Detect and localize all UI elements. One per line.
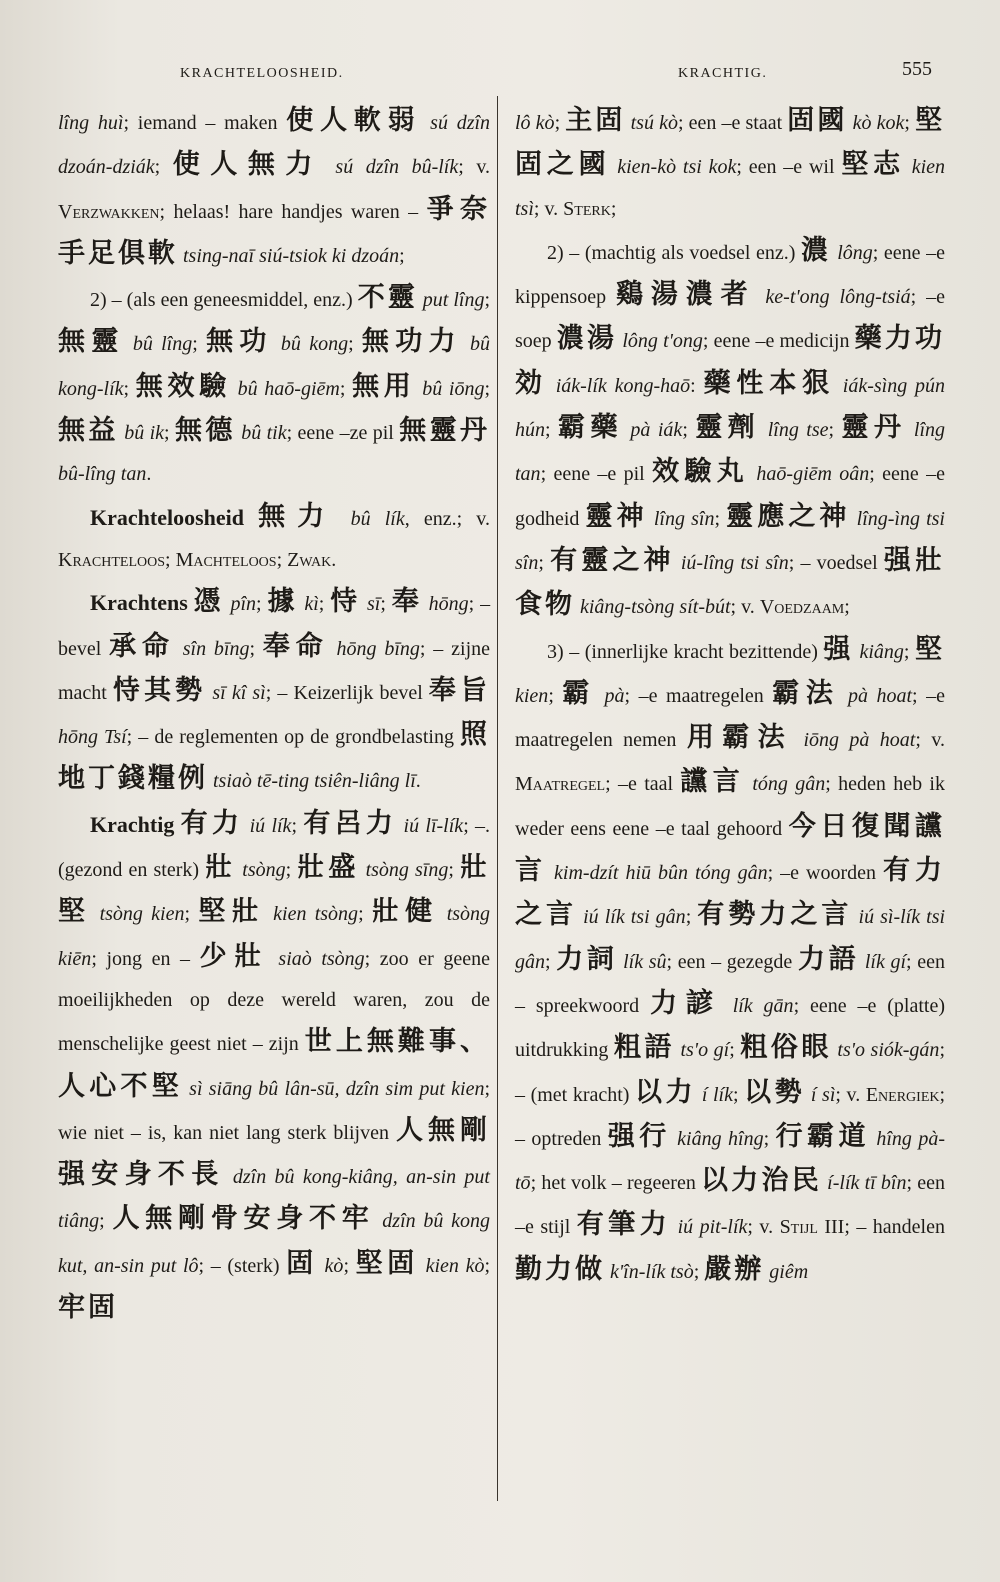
text-run: ; eene –ze pil <box>286 422 400 445</box>
text-run <box>839 685 848 707</box>
text-run <box>91 903 99 925</box>
text-run <box>244 508 258 530</box>
text-run: ; eene –e (platte) uitdrukking <box>515 994 945 1062</box>
romanization: í-lík tī bîn <box>827 1172 907 1195</box>
text-run: ; <box>904 112 916 134</box>
romanization: bû ik <box>124 422 165 445</box>
right-column <box>515 100 945 1293</box>
text-run: ; – zijne macht <box>58 637 491 704</box>
romanization: haō-giēm oân <box>756 463 870 486</box>
chinese-term: 堅固 <box>355 1247 419 1279</box>
romanization: kì <box>304 593 319 616</box>
text-run: ; –e taal <box>605 773 681 796</box>
chinese-term: 照地丁錢糧例 <box>58 719 490 795</box>
chinese-term: 濃湯 <box>556 323 618 355</box>
chinese-term: 力語 <box>797 943 860 975</box>
text-run: ; v. <box>835 1083 866 1106</box>
romanization: iú lík <box>249 814 292 837</box>
text-run <box>318 1255 325 1277</box>
text-run: , enz.; v. <box>404 507 490 530</box>
chinese-term: 嚴辦 <box>704 1253 765 1285</box>
left-column <box>58 100 490 1331</box>
chinese-term: 霸藥 <box>558 412 623 444</box>
text-run: ; <box>484 1254 491 1277</box>
entry-paragraph <box>58 277 490 495</box>
romanization: kien-kò tsi kok <box>617 156 737 179</box>
text-run: ; <box>184 903 199 926</box>
text-run: ; <box>548 684 563 707</box>
chinese-term: 堅壯 <box>198 896 265 928</box>
text-run: ; <box>192 333 207 356</box>
chinese-term: 無靈 <box>58 326 125 358</box>
romanization: tsòng kien <box>99 903 185 926</box>
chinese-term: 有筆力 <box>576 1209 672 1241</box>
text-run <box>421 112 430 134</box>
text-run: ; <box>538 551 551 574</box>
chinese-term: 爭奈手足俱軟 <box>58 193 490 269</box>
text-run <box>547 862 554 884</box>
romanization: lîng sîn <box>653 507 715 530</box>
chinese-term: 讜言 <box>680 766 746 798</box>
chinese-term: 壯堅 <box>58 852 491 928</box>
chinese-term: 力詞 <box>556 943 618 975</box>
text-run: ; <box>380 593 392 616</box>
romanization: ts'o gí <box>680 1039 730 1062</box>
text-run: ; <box>763 1127 776 1150</box>
chinese-term: 力諺 <box>650 987 722 1019</box>
chinese-term: 奉旨 <box>428 674 491 706</box>
romanization: iú lī-lík <box>403 814 464 837</box>
chinese-term: 無德 <box>175 415 236 447</box>
romanization: tsú kò <box>630 112 678 134</box>
text-run <box>756 286 766 308</box>
chinese-term: 强 <box>823 633 854 665</box>
romanization: bû kong <box>280 333 349 356</box>
headword: Krachteloosheid <box>90 504 244 530</box>
chinese-term: 人無剛骨安身不牢 <box>112 1203 375 1235</box>
text-run: ; een –e staat <box>677 112 788 134</box>
text-run <box>462 333 470 355</box>
romanization: bû haō-giēm <box>237 377 340 400</box>
romanization: tsòng sīng <box>365 859 449 882</box>
cross-reference: Maatregel <box>515 773 606 796</box>
romanization: kien kò <box>425 1254 485 1277</box>
romanization: giêm <box>769 1260 809 1283</box>
text-run: ; v. <box>915 729 946 752</box>
text-run: ; <box>165 548 176 571</box>
chinese-term: 恃其勢 <box>112 674 207 706</box>
romanization: lông t'ong <box>622 330 703 353</box>
romanization: kien <box>515 684 549 707</box>
text-run: ; <box>610 197 617 220</box>
chinese-term: 鷄湯濃者 <box>615 279 756 311</box>
entry-paragraph <box>58 803 490 1332</box>
text-run: ; <box>844 596 850 619</box>
text-run: 2) – (machtig als voedsel enz.) <box>547 241 802 264</box>
romanization: lík sû <box>623 950 667 973</box>
romanization: iú sì-lík tsi gân <box>515 906 946 973</box>
romanization: sì siāng bû lân-sū, dzîn sim put kien <box>189 1077 485 1100</box>
chinese-term: 無功力 <box>361 326 462 358</box>
text-run: 2) – (als een geneesmiddel, enz.) <box>90 289 358 312</box>
romanization: lîng huì <box>58 112 124 134</box>
chinese-term: 有呂力 <box>303 807 398 839</box>
text-run <box>548 375 556 397</box>
romanization: kien tsòng <box>273 903 359 926</box>
text-run: ; <box>123 377 136 400</box>
chinese-term: 勤力做 <box>515 1253 605 1285</box>
romanization: kim-dzít hiū bûn tóng gân <box>554 862 768 885</box>
text-run: ; <box>154 156 173 179</box>
text-run: III; – handelen <box>817 1216 945 1239</box>
column-divider <box>497 96 498 1501</box>
chinese-term: 粗語 <box>613 1032 675 1064</box>
text-run: ; <box>399 244 405 267</box>
text-run <box>438 903 446 925</box>
chinese-term: 不靈 <box>357 282 418 314</box>
text-run: ; <box>484 377 491 400</box>
chinese-term: 靈神 <box>585 500 648 532</box>
chinese-term: 人無剛强安身不長 <box>58 1114 490 1191</box>
romanization: sú dzîn bû-lík <box>335 156 459 179</box>
romanization: kiâng-tsòng sít-bút <box>580 596 731 619</box>
cross-reference: Machteloos <box>175 548 277 571</box>
text-run <box>125 333 133 355</box>
romanization: bû tik <box>241 422 287 445</box>
chinese-term: 無功 <box>206 326 273 358</box>
romanization: lô kò <box>515 112 555 134</box>
chinese-term: 壯盛 <box>297 852 360 884</box>
text-run: ; een –e stijl <box>515 1172 946 1239</box>
text-run: ; een – spreekwoord <box>515 950 945 1017</box>
text-run: ; <box>682 419 696 442</box>
chinese-term: 有力 <box>180 807 244 839</box>
chinese-term: 奉 <box>391 586 423 618</box>
romanization: tsing-naī siú-tsiok ki dzoán <box>183 244 400 267</box>
chinese-term: 霸 <box>562 677 596 709</box>
text-run: ; <box>285 859 298 882</box>
romanization: pà iák <box>630 419 683 442</box>
text-run: ; <box>164 422 175 445</box>
text-run: ; <box>732 1083 745 1106</box>
romanization: kiâng hîng <box>677 1127 764 1150</box>
chinese-term: 用霸法 <box>686 722 794 754</box>
text-run: ; <box>318 593 331 616</box>
text-run <box>596 685 605 707</box>
romanization: lîng tan <box>515 419 946 486</box>
romanization: lîng-ìng tsi sîn <box>515 507 945 574</box>
chinese-term: 主固 <box>565 105 626 136</box>
romanization: lík gān <box>732 994 794 1017</box>
romanization: kiâng <box>859 640 904 663</box>
chinese-term: 粗俗眼 <box>740 1032 832 1064</box>
text-run <box>231 378 238 400</box>
romanization: dzîn bû kong kut, an-sin put lô <box>58 1210 491 1277</box>
text-run: ; <box>249 637 263 660</box>
entry-paragraph <box>515 100 945 230</box>
chinese-term: 效驗丸 <box>652 456 750 488</box>
text-run: ; –e woorden <box>767 862 884 885</box>
text-run: . <box>331 548 337 571</box>
romanization: iák-lík kong-haō <box>555 374 691 397</box>
chinese-term: 壯健 <box>371 896 439 928</box>
chinese-term: 以力 <box>635 1076 697 1108</box>
chinese-term: 固 <box>286 1247 318 1279</box>
chinese-term: 無益 <box>58 415 119 447</box>
romanization: tóng gân <box>752 773 826 796</box>
romanization: tsiaò tē-ting tsiên-liâng lī <box>213 770 416 793</box>
text-run: ; <box>484 289 491 312</box>
text-run <box>273 333 281 355</box>
chinese-term: 恃 <box>330 586 362 618</box>
text-run: ; een –e wil <box>736 156 842 179</box>
headword: Krachtig <box>90 811 175 837</box>
chinese-term: 濃 <box>801 234 832 266</box>
text-run: ; <box>545 419 559 442</box>
text-run: ; iemand – maken <box>123 112 287 134</box>
text-run: ; – (sterk) <box>198 1254 287 1277</box>
cross-reference: Krachteloos <box>58 548 166 571</box>
text-run: ; wie niet – is, kan niet lang sterk blijven <box>58 1077 491 1144</box>
romanization: bû lîng <box>132 333 193 356</box>
cross-reference: Voedzaam <box>759 596 845 619</box>
text-run: ; – optreden <box>515 1083 946 1150</box>
chinese-term: 固國 <box>787 105 848 136</box>
text-run <box>419 1255 426 1277</box>
text-run: ; v. <box>747 1216 780 1239</box>
chinese-term: 無效驗 <box>135 370 231 402</box>
text-run: ; v. <box>458 156 491 179</box>
romanization: kien tsì <box>515 156 946 220</box>
text-run <box>906 419 913 441</box>
romanization: hōng Tsí <box>58 726 127 749</box>
chinese-term: 無力 <box>258 500 337 532</box>
chinese-term: 堅志 <box>841 149 905 181</box>
entry-paragraph <box>58 581 490 802</box>
text-run: ; eene –e kippensoep <box>515 241 946 309</box>
romanization: iú pit-lík <box>677 1216 748 1239</box>
text-run: . <box>415 770 421 793</box>
romanization: ts'o siók-gán <box>837 1039 940 1062</box>
romanization: lîng tse <box>767 419 829 442</box>
romanization: iák-sìng pún hún <box>515 374 946 442</box>
text-run: ; <box>828 419 842 442</box>
text-run <box>336 508 350 530</box>
text-run: ; zoo er geene moeilijkheden op deze wereld waren, zou de menschelijke geest niet – zijn <box>58 947 491 1056</box>
romanization: sī <box>367 593 381 616</box>
text-run <box>835 375 843 397</box>
cross-reference: Sterk <box>563 197 611 220</box>
text-run: 3) – (innerlijke kracht bezittende) <box>547 640 824 663</box>
text-run: ; <box>291 814 304 837</box>
romanization: bû kong-lík <box>58 333 491 400</box>
romanization: bû iōng <box>422 377 485 400</box>
chinese-term: 强壯食物 <box>515 544 946 621</box>
chinese-term: 靈劑 <box>695 412 761 444</box>
romanization: sī kî sì <box>212 681 266 704</box>
text-run: ; <box>256 593 268 616</box>
cross-reference: Stijl <box>779 1216 818 1239</box>
page-number: 555 <box>902 58 932 80</box>
text-run: ; eene –e pil <box>540 463 653 486</box>
text-run: ; v. <box>730 596 760 619</box>
cross-reference: Zwak <box>287 548 332 571</box>
text-run: ; – Keizerlijk bevel <box>265 681 429 704</box>
text-run: ; v. <box>533 197 564 220</box>
romanization: pîn <box>230 593 257 616</box>
romanization: put lîng <box>422 289 485 312</box>
chinese-term: 行霸道 <box>775 1120 870 1152</box>
entry-paragraph <box>515 230 945 629</box>
text-run: ; <box>693 1260 705 1283</box>
romanization: hōng bīng <box>336 637 420 660</box>
cross-reference: Energiek <box>865 1083 940 1106</box>
chinese-term: 藥力功効 <box>515 323 945 399</box>
text-run: ; <box>729 1039 741 1062</box>
text-run: ; een – gezegde <box>666 950 798 973</box>
chinese-term: 使人軟弱 <box>286 105 422 136</box>
entry-paragraph <box>58 100 490 277</box>
romanization: pà <box>604 684 625 707</box>
headword: Krachtens <box>90 590 188 616</box>
chinese-term: 藥性本狠 <box>703 367 835 399</box>
chinese-term: 强行 <box>607 1120 671 1152</box>
text-run: ; <box>339 377 353 400</box>
chinese-term: 以力治民 <box>701 1165 822 1197</box>
running-head <box>0 58 1000 88</box>
text-run: ; <box>545 950 557 973</box>
romanization: bû-lîng tan <box>58 463 147 486</box>
romanization: hîng pà-tō <box>515 1127 945 1195</box>
chinese-term: 據 <box>267 586 299 618</box>
text-run: : <box>690 374 704 397</box>
chinese-term: 靈丹 <box>841 412 907 444</box>
chinese-term: 有勢力之言 <box>697 899 853 931</box>
text-run <box>760 419 767 441</box>
text-run: ; –e maatregelen <box>624 684 773 707</box>
text-run: ; –e maatregelen nemen <box>515 684 946 752</box>
chinese-term: 堅 <box>915 633 945 665</box>
text-run: ; eene –e medicijn <box>702 330 855 353</box>
text-run: ; – de reglementen op de grondbelasting <box>126 726 460 749</box>
entry-paragraph <box>58 496 490 582</box>
romanization: tsòng kiēn <box>58 903 491 970</box>
romanization: í lík <box>701 1083 733 1106</box>
text-run: ; <box>903 640 915 663</box>
chinese-term: 少壯 <box>199 940 269 972</box>
text-run: ; <box>358 903 372 926</box>
text-run: ; <box>348 333 362 356</box>
text-run: ; – voedsel <box>788 551 884 574</box>
romanization: lík gí <box>864 950 907 973</box>
chinese-term: 今日復聞讜言 <box>515 810 946 887</box>
romanization: tsòng <box>242 859 286 882</box>
chinese-term: 世上無難事、人心不堅 <box>58 1026 490 1102</box>
romanization: pà hoat <box>847 684 913 707</box>
chinese-term: 使人無力 <box>172 149 323 181</box>
romanization: lông <box>837 241 873 264</box>
chinese-term: 以勢 <box>744 1076 806 1108</box>
romanization: kò kok <box>852 112 905 134</box>
romanization: iōng pà hoat <box>803 729 916 752</box>
chinese-term: 奉命 <box>262 630 329 662</box>
text-run <box>265 903 273 925</box>
text-run: ; <box>343 1254 356 1277</box>
text-run: ; helaas! hare handjes waren – <box>159 200 427 223</box>
romanization: í sì <box>810 1083 836 1106</box>
chinese-term: 無用 <box>352 370 416 402</box>
romanization: hōng <box>428 593 469 616</box>
romanization: bû lík <box>350 507 405 530</box>
chinese-term: 壯 <box>205 852 237 884</box>
chinese-term: 堅固之國 <box>515 105 946 181</box>
text-run: ; <box>714 507 727 530</box>
chinese-term: 霸法 <box>772 677 840 709</box>
text-run: . <box>146 463 152 486</box>
text-run <box>269 948 279 970</box>
romanization: kò <box>324 1254 344 1277</box>
text-run: ; het volk – regeeren <box>530 1172 702 1195</box>
text-run: ; jong en – <box>91 947 200 970</box>
text-run: ; – (met kracht) <box>515 1039 945 1106</box>
running-head-right: KRACHTIG. <box>678 66 768 81</box>
romanization: siaò tsòng <box>278 947 365 970</box>
text-run: ; <box>685 906 698 929</box>
text-run <box>793 729 803 751</box>
text-run: ; <box>276 548 288 571</box>
cross-reference: Verzwakken <box>58 200 160 223</box>
text-run <box>722 995 733 1017</box>
romanization: k'în-lík tsò <box>610 1260 694 1283</box>
romanization: ke-t'ong lông-tsiá <box>765 286 911 309</box>
chinese-term: 承命 <box>109 630 175 662</box>
chinese-term: 無靈丹 <box>399 415 491 447</box>
chinese-term: 有靈之神 <box>550 544 675 576</box>
text-run: ; <box>448 859 461 882</box>
chinese-term: 牢固 <box>58 1292 118 1324</box>
chinese-term: 靈應之神 <box>726 500 851 532</box>
romanization: iú-lîng tsi sîn <box>680 551 789 574</box>
text-run <box>175 638 183 660</box>
chinese-term: 有力之言 <box>515 855 946 931</box>
text-run <box>905 156 912 178</box>
text-run: ; <box>99 1210 113 1233</box>
running-head-left: KRACHTELOOSHEID. <box>180 66 344 81</box>
romanization: iú lík tsi gân <box>583 906 686 929</box>
chinese-term: 憑 <box>193 586 225 618</box>
romanization: sú dzîn dzoán-dziák <box>58 112 491 179</box>
romanization: dzîn bû kong-kiâng, an-sin put tiâng <box>58 1166 490 1233</box>
text-run: ; –. (gezond en sterk) <box>58 814 491 882</box>
text-run <box>323 156 336 178</box>
text-run: ; heden heb ik weder eens eene –e taal gehoord <box>515 773 945 840</box>
text-run: ; –e soep <box>515 286 945 353</box>
text-run: ; – bevel <box>58 593 491 660</box>
entry-paragraph <box>515 629 945 1293</box>
text-run: ; eene –e godheid <box>515 463 946 530</box>
text-run <box>225 1166 233 1188</box>
romanization: sîn bīng <box>182 637 250 660</box>
text-run: ; <box>554 112 566 134</box>
